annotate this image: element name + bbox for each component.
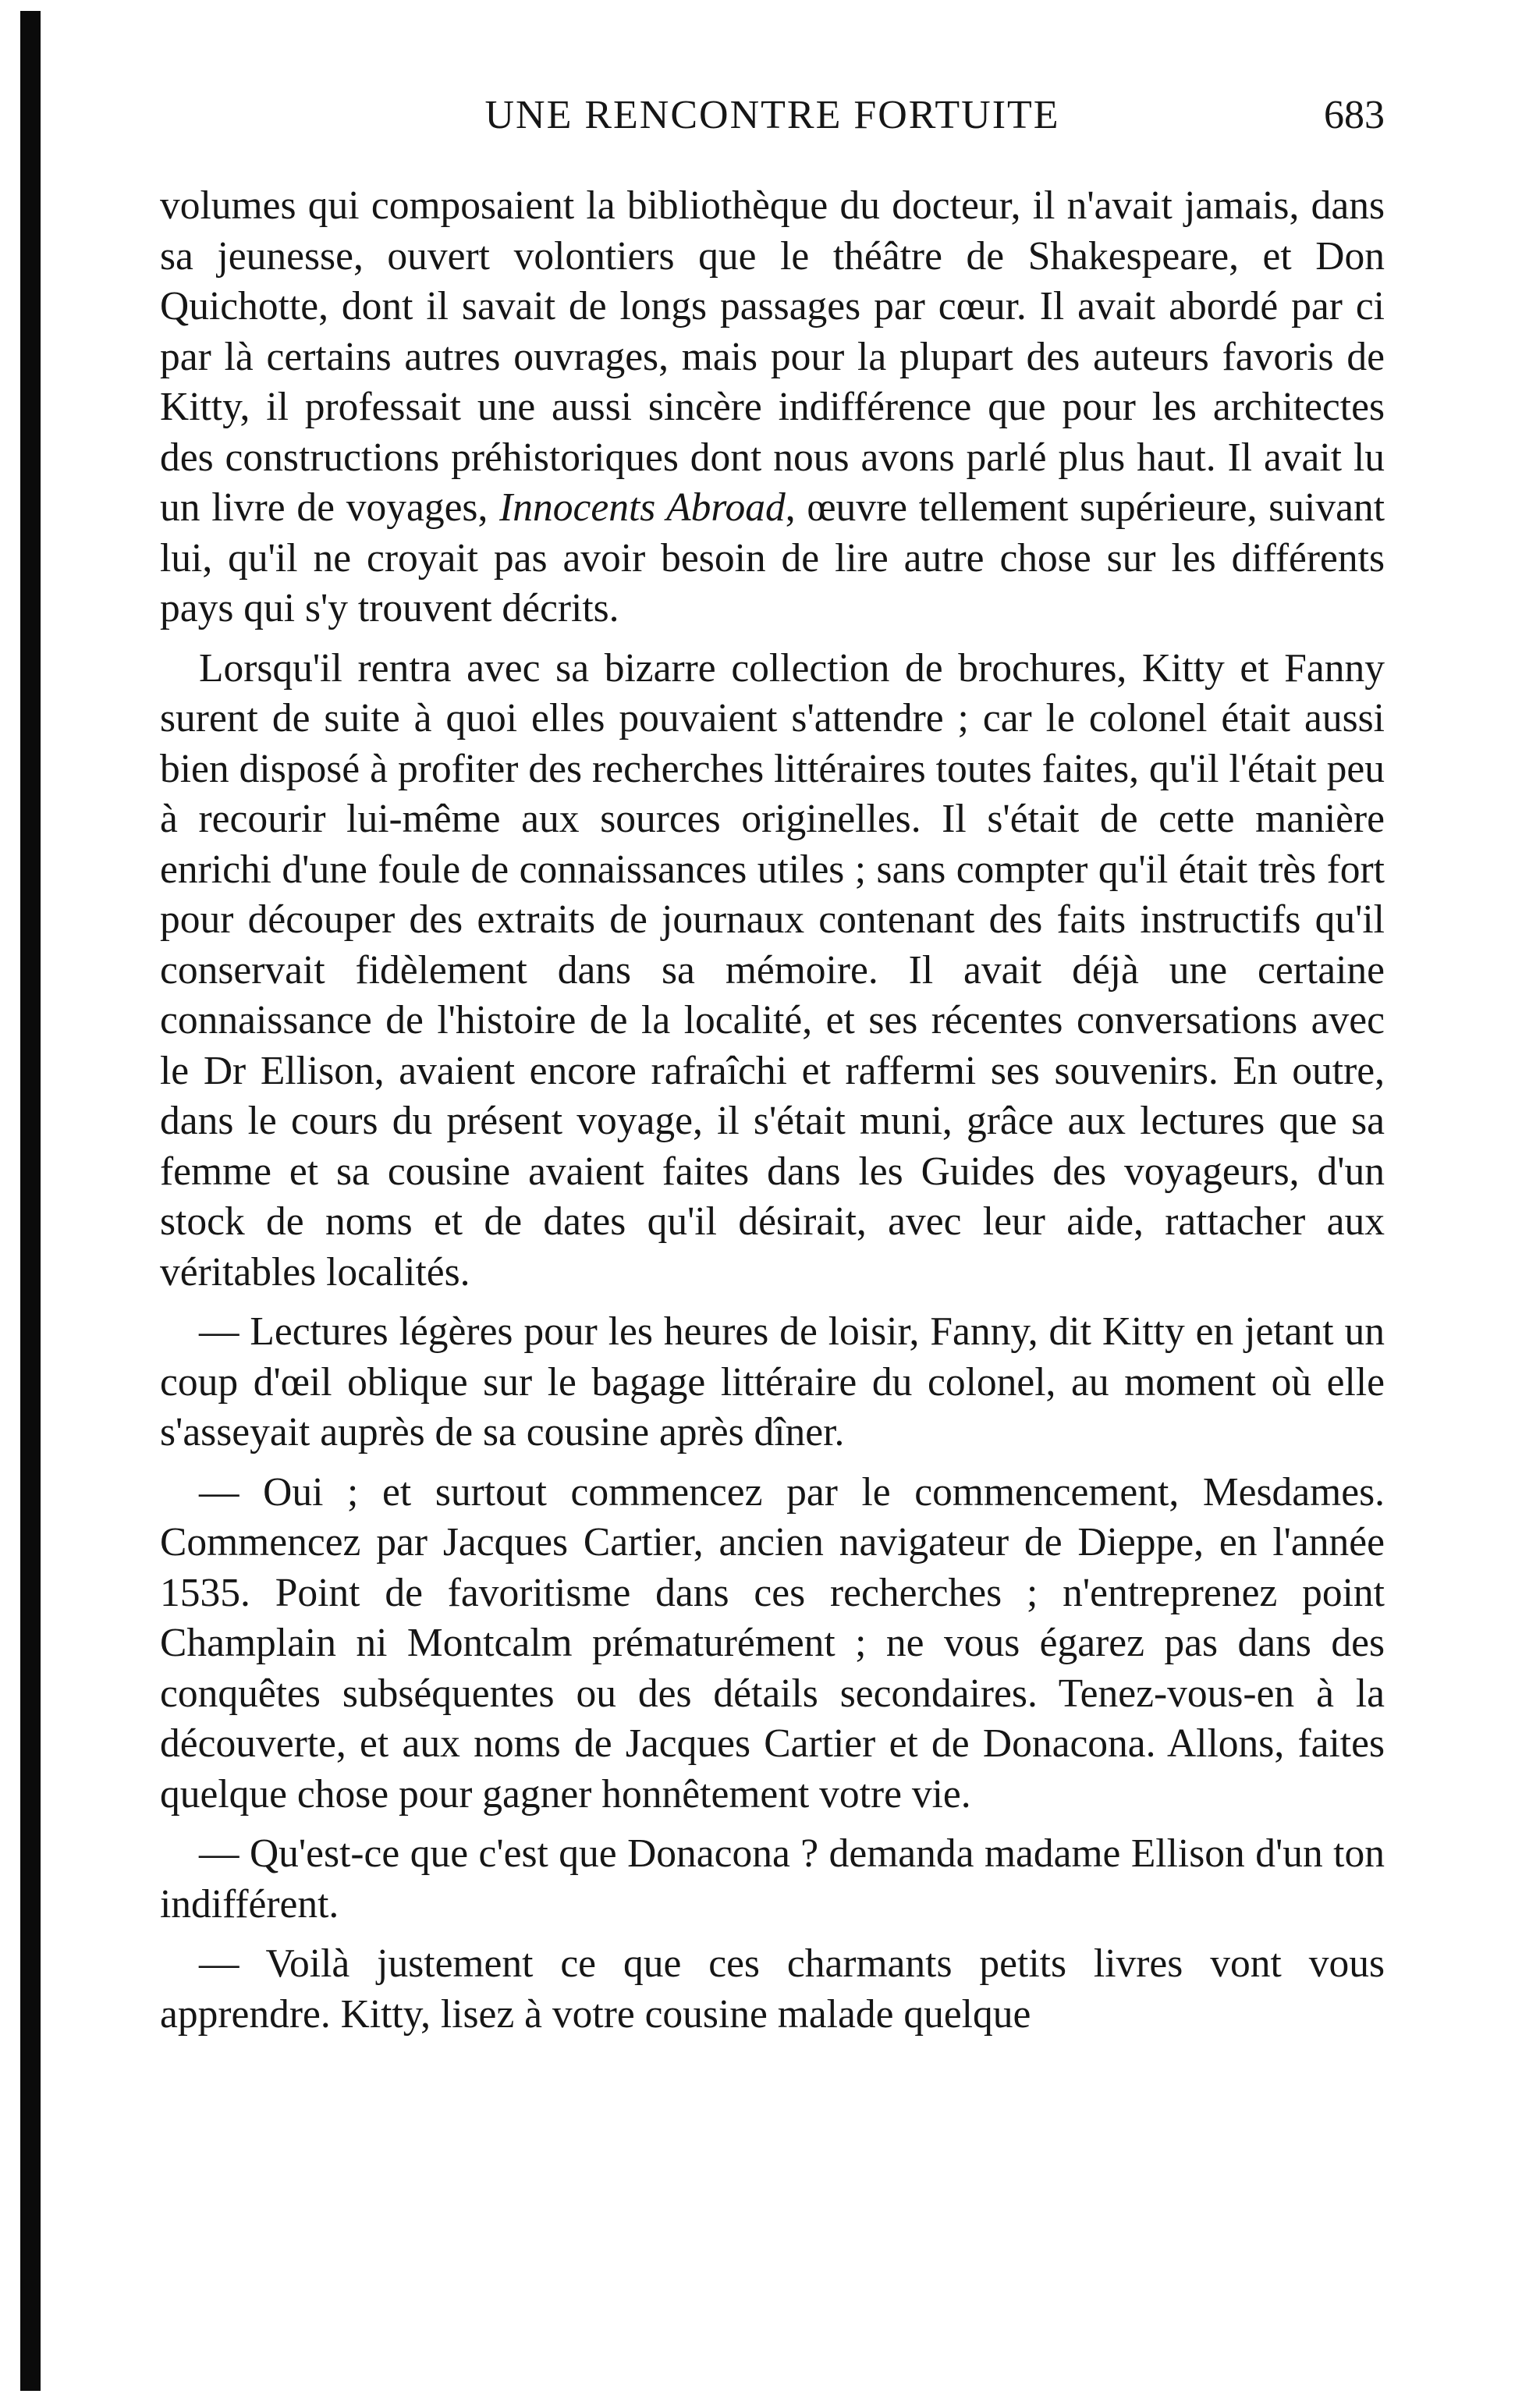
page-header <box>160 92 1385 154</box>
dialogue-paragraph: — Lectures légères pour les heures de loisir, Fanny, dit Kitty en jetant un coup d'œil oblique sur le bagage littéraire du colonel, au moment où elle s'asseyait auprès de sa cousine après dîner. <box>160 1309 1385 1454</box>
paragraph-text: , œuvre tellement supérieure, suivant lui, qu'il ne croyait pas avoir besoin de lire autre chose sur les différents pays qui s'y trouvent décrits. <box>160 485 1385 630</box>
paragraph: Lorsqu'il rentra avec sa bizarre collection de brochures, Kitty et Fanny surent de suite à quoi elles pouvaient s'attendre ; car le colonel était aussi bien disposé à profiter des recherches littéraires toutes faites, qu'il l'était peu à recourir lui-même aux sources originelles. Il s'était de cette manière enrichi d'une foule de connaissances utiles ; sans compter qu'il était très fort pour découper des extraits de journaux contenant des faits instructifs qu'il conservait fidèlement dans sa mémoire. Il avait déjà une certaine connaissance de l'histoire de la localité, et ses récentes conversations avec le Dr Ellison, avaient encore rafraîchi et raffermi ses souvenirs. En outre, dans le cours du présent voyage, il s'était muni, grâce aux lectures que sa femme et sa cousine avaient faites dans les Guides des voyageurs, d'un stock de noms et de dates qu'il désirait, avec leur aide, rattacher aux véritables localités. <box>160 645 1385 1295</box>
page-number: 683 <box>1324 93 1385 137</box>
dialogue-paragraph: — Oui ; et surtout commencez par le commencement, Mesdames. Commencez par Jacques Cartier, ancien navigateur de Dieppe, en l'année 1535. Point de favoritisme dans ces recherches ; n'entreprenez point Champlain ni Montcalm prématurément ; ne vous égarez pas dans des conquêtes subséquentes ou des détails secondaires. Tenez-vous-en à la découverte, et aux noms de Jacques Cartier et de Donacona. Allons, faites quelque chose pour gagner honnêtement votre vie. <box>160 1469 1385 1817</box>
book-title: Innocents Abroad <box>499 485 786 530</box>
running-title: UNE RENCONTRE FORTUITE <box>484 93 1060 137</box>
dialogue-paragraph: — Voilà justement ce que ces charmants petits livres vont vous apprendre. Kitty, lisez à votre cousine malade quelque <box>160 1941 1385 2037</box>
body-text <box>160 181 1385 2049</box>
paragraph-text: volumes qui composaient la bibliothèque du docteur, il n'avait jamais, dans sa jeunesse, ouvert volontiers que le théâtre de Shakespeare, et Don Quichotte, dont il savait de longs passages par cœur. Il avait abordé par ci par là certains autres ouvrages, mais pour la plupart des auteurs favoris de Kitty, il professait une aussi sincère indifférence que pour les architectes des constructions préhistoriques dont nous avons parlé plus haut. Il avait lu un livre de voyages, <box>160 183 1385 530</box>
binding-edge <box>20 11 41 2391</box>
dialogue-paragraph: — Qu'est-ce que c'est que Donacona ? demanda madame Ellison d'un ton indifférent. <box>160 1831 1385 1927</box>
paragraph-continuation <box>160 181 1385 634</box>
